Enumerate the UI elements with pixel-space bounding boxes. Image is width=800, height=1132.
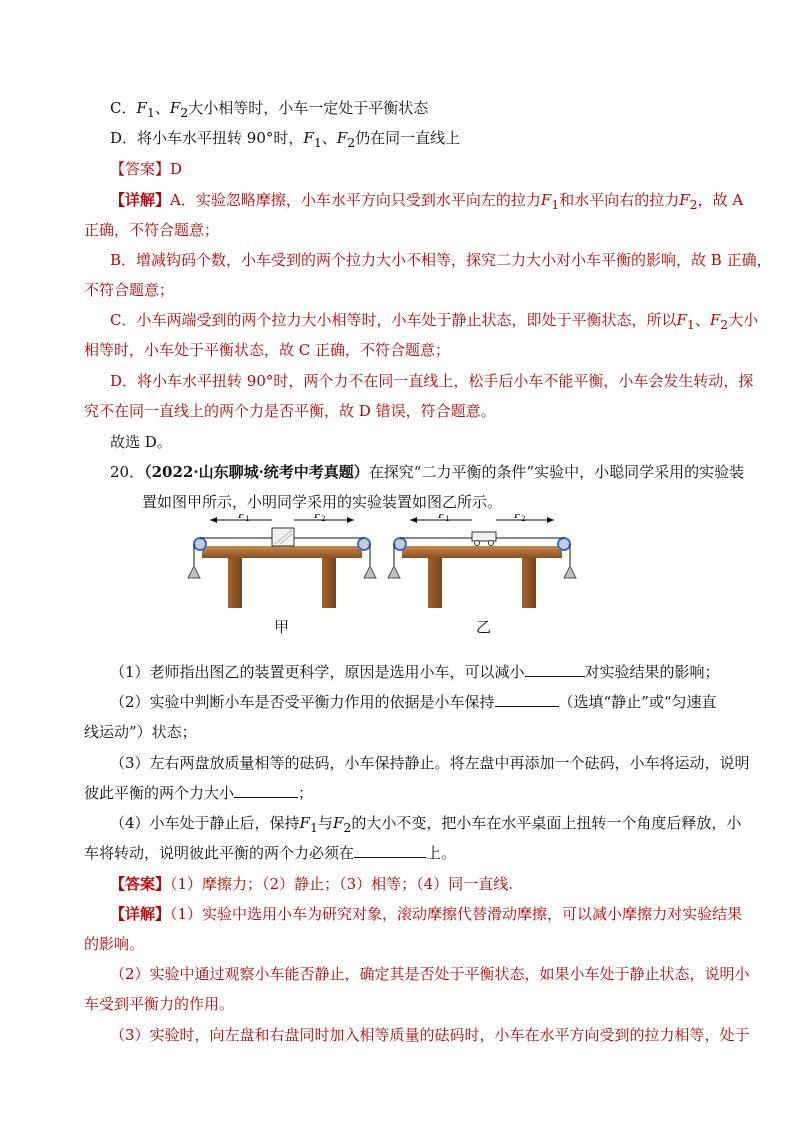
q20-part4-cont xyxy=(84,843,456,863)
f2-label-yi: $F_2$ xyxy=(514,514,526,523)
blank-2 xyxy=(495,692,559,707)
f2-label-jia: $F_2$ xyxy=(314,514,326,523)
detail-text: A．实验忽略摩擦，小车水平方向只受到水平向左的拉力 xyxy=(170,191,541,209)
question-number: 20． xyxy=(110,463,145,481)
q20-stem xyxy=(110,462,744,482)
table-jia xyxy=(188,514,376,608)
q20-detail-3: （3）实验时，向左盘和右盘同时加入相等质量的砝码时，小车在水平方向受到的拉力相等，处于 xyxy=(110,1026,750,1044)
table-yi xyxy=(388,514,576,608)
option-d-text: 仍在同一直线上 xyxy=(355,129,461,147)
q20-stem-cont: 置如图甲所示，小明同学采用的实验装置如图乙所示。 xyxy=(142,493,503,511)
question-stem: 在探究“二力平衡的条件”实验中，小聪同学采用的实验装 xyxy=(368,463,745,481)
pulley-jia-left xyxy=(194,538,206,550)
arrow-f1-yi xyxy=(410,517,417,523)
detail-tag: 【详解】 xyxy=(110,905,171,923)
part2-text: （2）实验中判断小车是否受平衡力作用的依据是小车保持 xyxy=(110,693,495,711)
q20-part2 xyxy=(110,692,717,712)
part4-text: （4）小车处于静止后，保持 xyxy=(110,814,300,832)
q20-part4 xyxy=(110,813,741,838)
weight-yi-left xyxy=(388,566,400,578)
part4-text: 车将转动，说明彼此平衡的两个力必须在 xyxy=(84,844,355,862)
detail-text: C．小车两端受到的两个拉力大小相等时，小车处于静止状态，即处于平衡状态，所以 xyxy=(110,311,677,329)
q20-detail-1-cont: 的影响。 xyxy=(84,935,145,953)
detail-text: 和水平向右的拉力 xyxy=(559,191,680,209)
tabletop-jia xyxy=(202,546,362,558)
arrow-f1-jia xyxy=(210,517,217,523)
f1-symbol: F xyxy=(299,814,310,832)
f1-label-yi: $F_1$ xyxy=(438,514,450,523)
separator: 、 xyxy=(694,311,710,329)
answer-value: D xyxy=(170,160,183,178)
option-c xyxy=(110,98,428,123)
caption-yi: 乙 xyxy=(476,618,492,636)
table-leg-jia-left xyxy=(228,558,242,608)
separator: 、 xyxy=(321,129,337,147)
answer-text: （1）摩擦力；（2）静止；（3）相等；（4）同一直线. xyxy=(170,875,513,893)
q19-detail-d-cont: 究不在同一直线上的两个力是否平衡，故 D 错误，符合题意。 xyxy=(84,402,496,420)
part3-text-end: ； xyxy=(298,784,314,802)
part1-text-end: 对实验结果的影响； xyxy=(584,663,720,681)
weight-jia-right xyxy=(364,566,376,578)
table-leg-yi-right xyxy=(522,558,536,608)
part4-text-end: 上。 xyxy=(426,844,457,862)
f1-symbol: F xyxy=(540,191,552,209)
part1-text: （1）老师指出图乙的装置更科学，原因是选用小车，可以减小 xyxy=(110,663,525,681)
caption-jia: 甲 xyxy=(274,618,290,636)
answer-tag: 【答案】 xyxy=(110,875,171,893)
q20-answer xyxy=(110,874,513,894)
f2-symbol: F xyxy=(169,99,181,117)
f2-subscript: 2 xyxy=(180,105,189,120)
detail-text: （1）实验中选用小车为研究对象，滚动摩擦代替滑动摩擦，可以减小摩擦力对实验结果 xyxy=(170,905,743,923)
f1-subscript: 1 xyxy=(146,105,155,120)
apparatus-diagram xyxy=(180,514,600,642)
f1-subscript: 1 xyxy=(309,820,318,835)
q19-detail-c-cont: 相等时，小车处于平衡状态，故 C 正确，不符合题意； xyxy=(84,341,451,359)
q19-detail-c xyxy=(110,310,758,335)
tabletop-yi xyxy=(402,546,562,558)
blank-4 xyxy=(354,843,426,858)
f2-symbol: F xyxy=(709,311,721,329)
q20-detail-1 xyxy=(110,904,742,924)
f2-subscript: 2 xyxy=(343,820,352,835)
part2-text-end: （选填“静止”或“匀速直 xyxy=(558,693,717,711)
q20-part3: （3）左右两盘放质量相等的砝码，小车保持静止。将左盘中再添加一个砝码，小车将运动，说明 xyxy=(110,754,750,772)
arrow-f2-yi xyxy=(547,517,554,523)
q19-detail-b-cont: 不符合题意； xyxy=(84,281,175,299)
q20-detail-2: （2）实验中通过观察小车能否静止，确定其是否处于平衡状态，如果小车处于静止状态，说明小 xyxy=(110,965,750,983)
table-leg-jia-right xyxy=(322,558,336,608)
f1-symbol: F xyxy=(303,129,314,147)
f2-subscript: 2 xyxy=(689,197,698,212)
weight-jia-left xyxy=(188,566,200,578)
answer-tag: 【答案】 xyxy=(110,160,171,178)
f2-subscript: 2 xyxy=(347,135,356,150)
detail-text: ，故 A xyxy=(697,191,744,209)
q20-part3-cont xyxy=(84,783,313,803)
q19-conclusion: 故选 D。 xyxy=(110,433,172,451)
f2-symbol: F xyxy=(336,129,348,147)
option-d xyxy=(110,128,460,153)
q20-part2-cont: 线运动”）状态； xyxy=(84,723,197,741)
q19-detail-a xyxy=(110,190,743,215)
blank-3 xyxy=(234,783,298,798)
f1-label-jia: $F_1$ xyxy=(238,514,250,523)
weight-yi-right xyxy=(564,566,576,578)
pulley-yi-left xyxy=(394,538,406,550)
option-c-label: C． xyxy=(110,99,137,117)
f2-symbol: F xyxy=(679,191,690,209)
blank-1 xyxy=(525,662,585,677)
part3-text: 彼此平衡的两个力大小 xyxy=(84,784,235,802)
option-d-label: D．将小车水平扭转 90°时， xyxy=(110,129,304,147)
experiment-figure xyxy=(180,514,600,642)
q20-part1 xyxy=(110,662,720,682)
q19-detail-d: D．将小车水平扭转 90°时，两个力不在同一直线上，松手后小车不能平衡，小车会发生转动，探 xyxy=(110,372,754,390)
f2-symbol: F xyxy=(332,814,344,832)
f1-subscript: 1 xyxy=(551,197,560,212)
table-leg-yi-left xyxy=(428,558,442,608)
f2-subscript: 2 xyxy=(720,317,729,332)
q19-answer xyxy=(110,159,182,179)
part4-text: 的大小不变，把小车在水平桌面上扭转一个角度后释放，小 xyxy=(351,814,742,832)
question-source: （2022·山东聊城·统考中考真题） xyxy=(144,463,369,481)
q19-detail-a-cont: 正确，不符合题意； xyxy=(84,221,220,239)
f1-symbol: F xyxy=(676,311,687,329)
pulley-yi-right xyxy=(558,538,570,550)
cart-yi xyxy=(472,532,496,541)
q19-detail-b: B．增减钩码个数，小车受到的两个拉力大小不相等，探究二力大小对小车平衡的影响，故 B 正确， xyxy=(110,251,772,269)
part4-text: 与 xyxy=(317,814,333,832)
arrow-f2-jia xyxy=(347,517,354,523)
option-c-text: 大小相等时，小车一定处于平衡状态 xyxy=(188,99,429,117)
f1-subscript: 1 xyxy=(313,135,322,150)
pulley-jia-right xyxy=(358,538,370,550)
separator: 、 xyxy=(154,99,170,117)
detail-text: 大小 xyxy=(728,311,759,329)
f1-symbol: F xyxy=(136,99,147,117)
q20-detail-2-cont: 车受到平衡力的作用。 xyxy=(84,995,235,1013)
f1-subscript: 1 xyxy=(686,317,695,332)
detail-tag: 【详解】 xyxy=(110,191,171,209)
